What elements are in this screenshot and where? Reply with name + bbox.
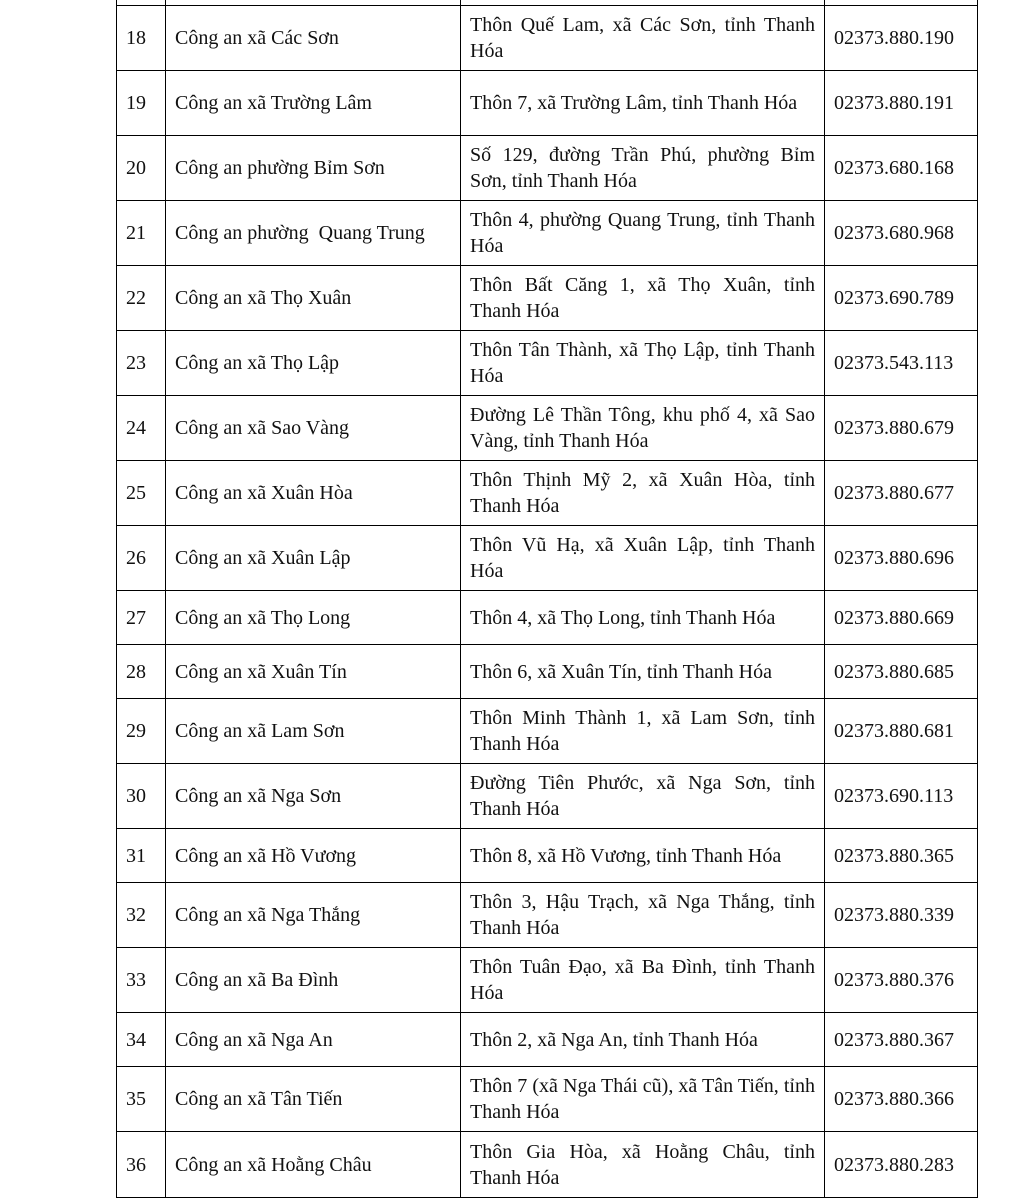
table-row: [117, 699, 978, 764]
station-name: Công an xã Nga Thắng: [166, 883, 461, 948]
row-number: 28: [117, 645, 166, 699]
row-number: 29: [117, 699, 166, 764]
row-number: 21: [117, 201, 166, 266]
station-name: Công an phường Quang Trung: [166, 201, 461, 266]
station-name: Công an xã Xuân Lập: [166, 526, 461, 591]
row-number: 20: [117, 136, 166, 201]
station-phone: 02373.880.685: [825, 645, 978, 699]
station-address: Thôn 6, xã Xuân Tín, tỉnh Thanh Hóa: [461, 645, 825, 699]
station-phone: 02373.680.168: [825, 136, 978, 201]
row-number: 35: [117, 1067, 166, 1132]
table-row: [117, 461, 978, 526]
station-phone: 02373.880.190: [825, 6, 978, 71]
table-row: [117, 645, 978, 699]
row-number: 26: [117, 526, 166, 591]
station-phone: 02373.880.283: [825, 1132, 978, 1198]
station-address: Thôn Gia Hòa, xã Hoằng Châu, tỉnh Thanh Hóa: [461, 1132, 825, 1198]
station-address: Thôn 4, phường Quang Trung, tỉnh Thanh Hóa: [461, 201, 825, 266]
table-row: [117, 883, 978, 948]
station-name: Công an xã Lam Sơn: [166, 699, 461, 764]
table-row: [117, 6, 978, 71]
table-row: [117, 948, 978, 1013]
station-address: Thôn Vũ Hạ, xã Xuân Lập, tỉnh Thanh Hóa: [461, 526, 825, 591]
table-row: [117, 829, 978, 883]
table-row: [117, 1013, 978, 1067]
table-row: [117, 266, 978, 331]
table-row: [117, 331, 978, 396]
station-name: Công an xã Nga An: [166, 1013, 461, 1067]
station-phone: 02373.880.669: [825, 591, 978, 645]
station-phone: 02373.690.113: [825, 764, 978, 829]
station-address: Thôn 4, xã Thọ Long, tỉnh Thanh Hóa: [461, 591, 825, 645]
table-row: [117, 1132, 978, 1198]
station-address: Thôn Tuân Đạo, xã Ba Đình, tỉnh Thanh Hóa: [461, 948, 825, 1013]
row-number: 33: [117, 948, 166, 1013]
row-number: 27: [117, 591, 166, 645]
station-address: Số 129, đường Trần Phú, phường Bỉm Sơn, tỉnh Thanh Hóa: [461, 136, 825, 201]
station-phone: 02373.880.681: [825, 699, 978, 764]
station-address: Thôn 2, xã Nga An, tỉnh Thanh Hóa: [461, 1013, 825, 1067]
station-name: Công an xã Ba Đình: [166, 948, 461, 1013]
row-number: 32: [117, 883, 166, 948]
table-row: [117, 396, 978, 461]
station-name: Công an xã Hồ Vương: [166, 829, 461, 883]
station-address: Thôn 8, xã Hồ Vương, tỉnh Thanh Hóa: [461, 829, 825, 883]
station-phone: 02373.880.376: [825, 948, 978, 1013]
station-phone: 02373.880.677: [825, 461, 978, 526]
station-name: Công an xã Các Sơn: [166, 6, 461, 71]
police-contact-table: [116, 0, 978, 1198]
table-row: [117, 1067, 978, 1132]
station-address: Thôn 7 (xã Nga Thái cũ), xã Tân Tiến, tỉnh Thanh Hóa: [461, 1067, 825, 1132]
station-name: Công an xã Nga Sơn: [166, 764, 461, 829]
station-address: Thôn Bất Căng 1, xã Thọ Xuân, tỉnh Thanh Hóa: [461, 266, 825, 331]
station-name: Công an xã Hoằng Châu: [166, 1132, 461, 1198]
station-name: Công an xã Thọ Xuân: [166, 266, 461, 331]
row-number: 30: [117, 764, 166, 829]
station-phone: 02373.880.365: [825, 829, 978, 883]
station-phone: 02373.880.191: [825, 71, 978, 136]
station-address: Thôn Minh Thành 1, xã Lam Sơn, tỉnh Thanh Hóa: [461, 699, 825, 764]
station-address: Thôn 3, Hậu Trạch, xã Nga Thắng, tỉnh Thanh Hóa: [461, 883, 825, 948]
row-number: 18: [117, 6, 166, 71]
station-address: Thôn 7, xã Trường Lâm, tỉnh Thanh Hóa: [461, 71, 825, 136]
station-phone: 02373.880.366: [825, 1067, 978, 1132]
row-number: 23: [117, 331, 166, 396]
station-name: Công an xã Tân Tiến: [166, 1067, 461, 1132]
station-name: Công an xã Thọ Lập: [166, 331, 461, 396]
row-number: 36: [117, 1132, 166, 1198]
station-phone: 02373.880.696: [825, 526, 978, 591]
row-number: 19: [117, 71, 166, 136]
station-name: Công an xã Sao Vàng: [166, 396, 461, 461]
station-address: Thôn Quế Lam, xã Các Sơn, tỉnh Thanh Hóa: [461, 6, 825, 71]
table-row: [117, 526, 978, 591]
station-address: Đường Lê Thần Tông, khu phố 4, xã Sao Vàng, tỉnh Thanh Hóa: [461, 396, 825, 461]
station-name: Công an xã Xuân Hòa: [166, 461, 461, 526]
station-address: Đường Tiên Phước, xã Nga Sơn, tỉnh Thanh Hóa: [461, 764, 825, 829]
table-row: [117, 201, 978, 266]
row-number: 24: [117, 396, 166, 461]
table-row: [117, 591, 978, 645]
station-name: Công an xã Trường Lâm: [166, 71, 461, 136]
station-name: Công an xã Thọ Long: [166, 591, 461, 645]
station-name: Công an xã Xuân Tín: [166, 645, 461, 699]
station-name: Công an phường Bỉm Sơn: [166, 136, 461, 201]
table-row: [117, 136, 978, 201]
station-phone: 02373.690.789: [825, 266, 978, 331]
station-address: Thôn Tân Thành, xã Thọ Lập, tỉnh Thanh Hóa: [461, 331, 825, 396]
station-phone: 02373.880.679: [825, 396, 978, 461]
row-number: 25: [117, 461, 166, 526]
station-phone: 02373.543.113: [825, 331, 978, 396]
station-phone: 02373.880.339: [825, 883, 978, 948]
row-number: 31: [117, 829, 166, 883]
row-number: 22: [117, 266, 166, 331]
table-row: [117, 71, 978, 136]
station-phone: 02373.680.968: [825, 201, 978, 266]
station-phone: 02373.880.367: [825, 1013, 978, 1067]
table-row: [117, 764, 978, 829]
station-address: Thôn Thịnh Mỹ 2, xã Xuân Hòa, tỉnh Thanh Hóa: [461, 461, 825, 526]
row-number: 34: [117, 1013, 166, 1067]
